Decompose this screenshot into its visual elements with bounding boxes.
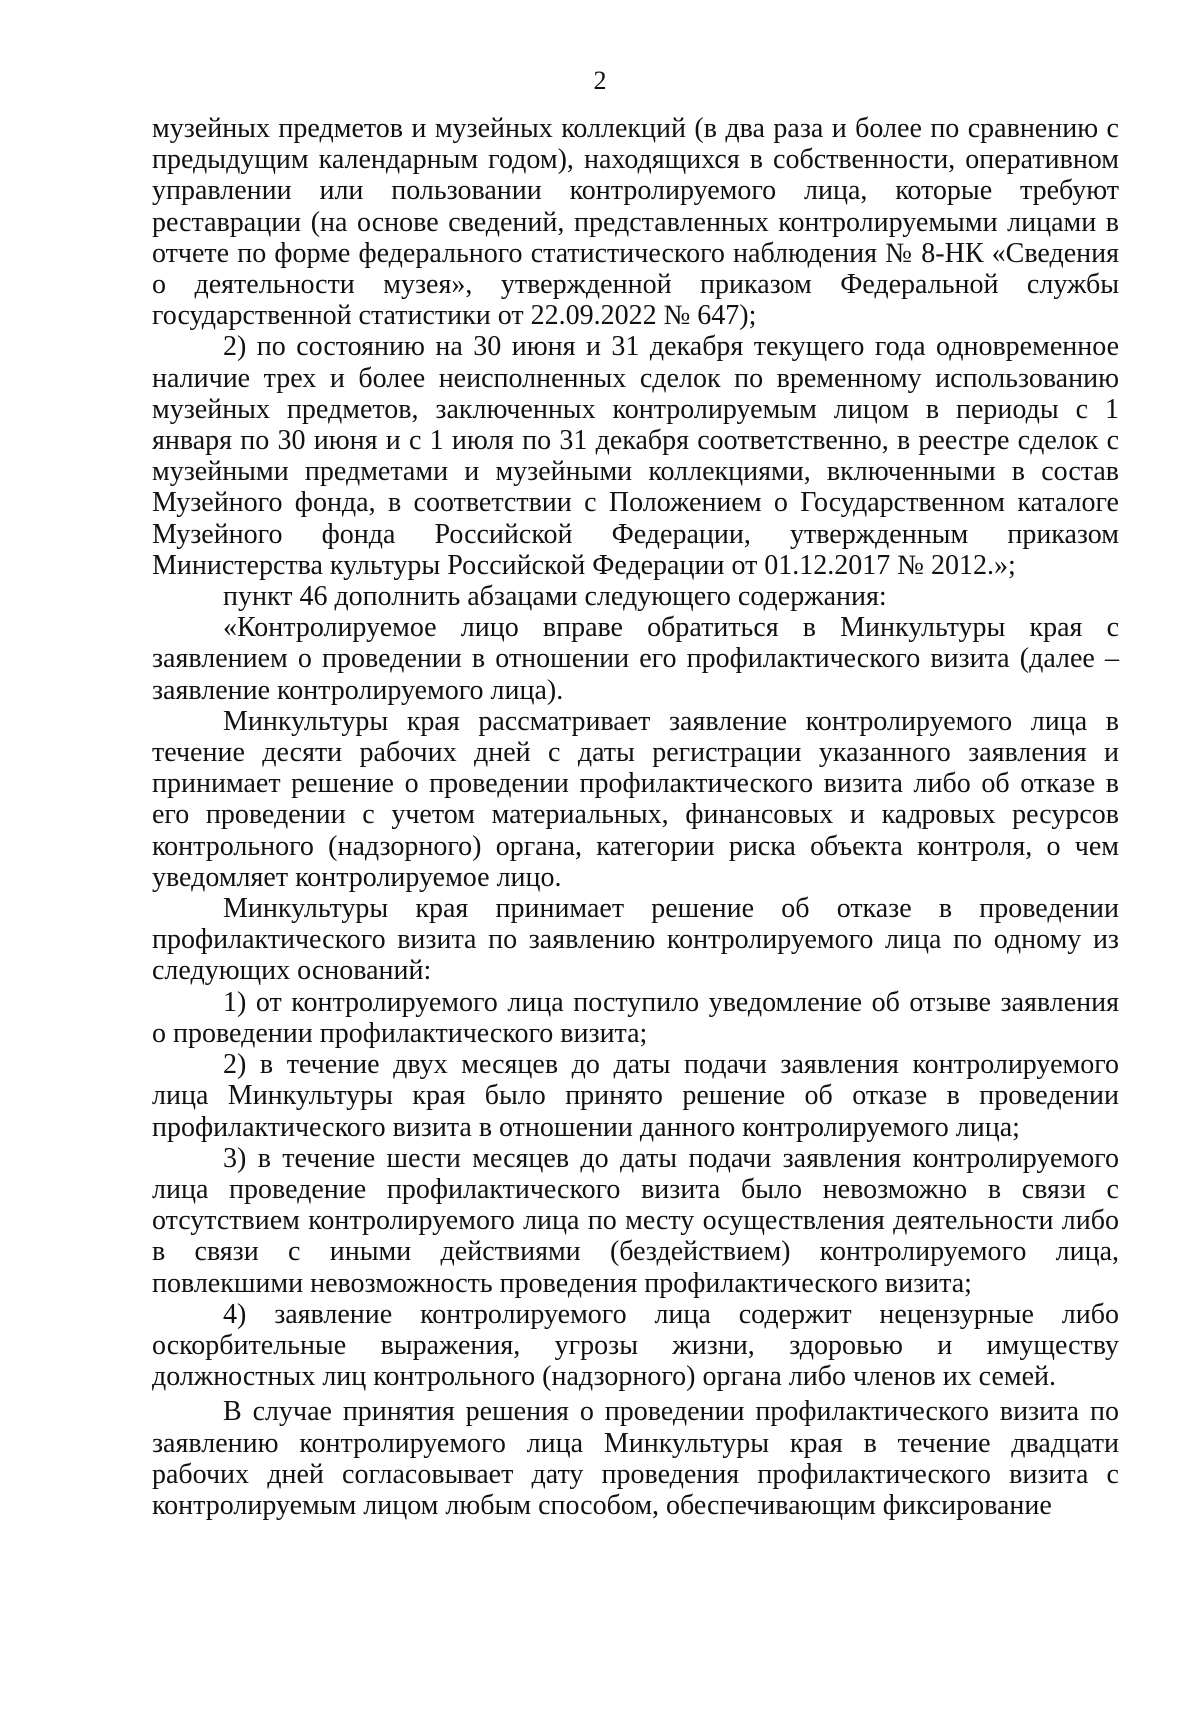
paragraph-refusal-grounds: Минкультуры края принимает решение об отказе в проведении профилактического визита по заявлению контролируемого лица по одному из следующих оснований: — [152, 893, 1119, 987]
paragraph-item-2: 2) по состоянию на 30 июня и 31 декабря текущего года одновременное наличие трех и более неисполненных сделок по временному использованию музейных предметов, заключенных контролируемым лицом в периоды с 1 января по 30 июня и с 1 июля по 31 декабря соответственно, в реестре сделок с музейными предметами и музейными коллекциями, включенными в состав Музейного фонда, в соответствии с Положением о Государственном каталоге Музейного фонда Российской Федерации, утвержденным приказом Министерства культуры Российской Федерации от 01.12.2017 № 2012.»; — [152, 331, 1119, 581]
paragraph-visit-scheduling: В случае принятия решения о проведении профилактического визита по заявлению контролируемого лица Минкультуры края в течение двадцати рабочих дней согласовывает дату проведения профилактического визита с контролируемым лицом любым способом, обеспечивающим фиксирование — [152, 1396, 1119, 1521]
document-body — [152, 113, 1119, 1521]
page-number: 2 — [593, 66, 607, 95]
paragraph-ground-2: 2) в течение двух месяцев до даты подачи заявления контролируемого лица Минкультуры края было принято решение об отказе в проведении профилактического визита в отношении данного контролируемого лица; — [152, 1049, 1119, 1143]
paragraph-ground-1: 1) от контролируемого лица поступило уведомление об отзыве заявления о проведении профилактического визита; — [152, 986, 1119, 1049]
paragraph-right-to-apply: «Контролируемое лицо вправе обратиться в Минкультуры края с заявлением о проведении в отношении его профилактического визита (далее – заявление контролируемого лица). — [152, 612, 1119, 706]
paragraph-continuation: музейных предметов и музейных коллекций (в два раза и более по сравнению с предыдущим календарным годом), находящихся в собственности, оперативном управлении или пользовании контролируемого лица, которые требуют реставрации (на основе сведений, представленных контролируемыми лицами в отчете по форме федерального статистического наблюдения № 8-НК «Сведения о деятельности музея», утвержденной приказом Федеральной службы государственной статистики от 22.09.2022 № 647); — [152, 113, 1119, 332]
paragraph-review-procedure: Минкультуры края рассматривает заявление контролируемого лица в течение десяти рабочих дней с даты регистрации указанного заявления и принимает решение о проведении профилактического визита либо об отказе в его проведении с учетом материальных, финансовых и кадровых ресурсов контрольного (надзорного) органа, категории риска объекта контроля, о чем уведомляет контролируемое лицо. — [152, 705, 1119, 893]
paragraph-ground-3: 3) в течение шести месяцев до даты подачи заявления контролируемого лица проведение профилактического визита было невозможно в связи с отсутствием контролируемого лица по месту осуществления деятельности либо в связи с иными действиями (бездействием) контролируемого лица, повлекшими невозможность проведения профилактического визита; — [152, 1142, 1119, 1299]
paragraph-ground-4: 4) заявление контролируемого лица содержит нецензурные либо оскорбительные выражения, угрозы жизни, здоровью и имуществу должностных лиц контрольного (надзорного) органа либо членов их семей. — [152, 1298, 1119, 1393]
paragraph-amendment-intro: пункт 46 дополнить абзацами следующего содержания: — [223, 581, 887, 613]
